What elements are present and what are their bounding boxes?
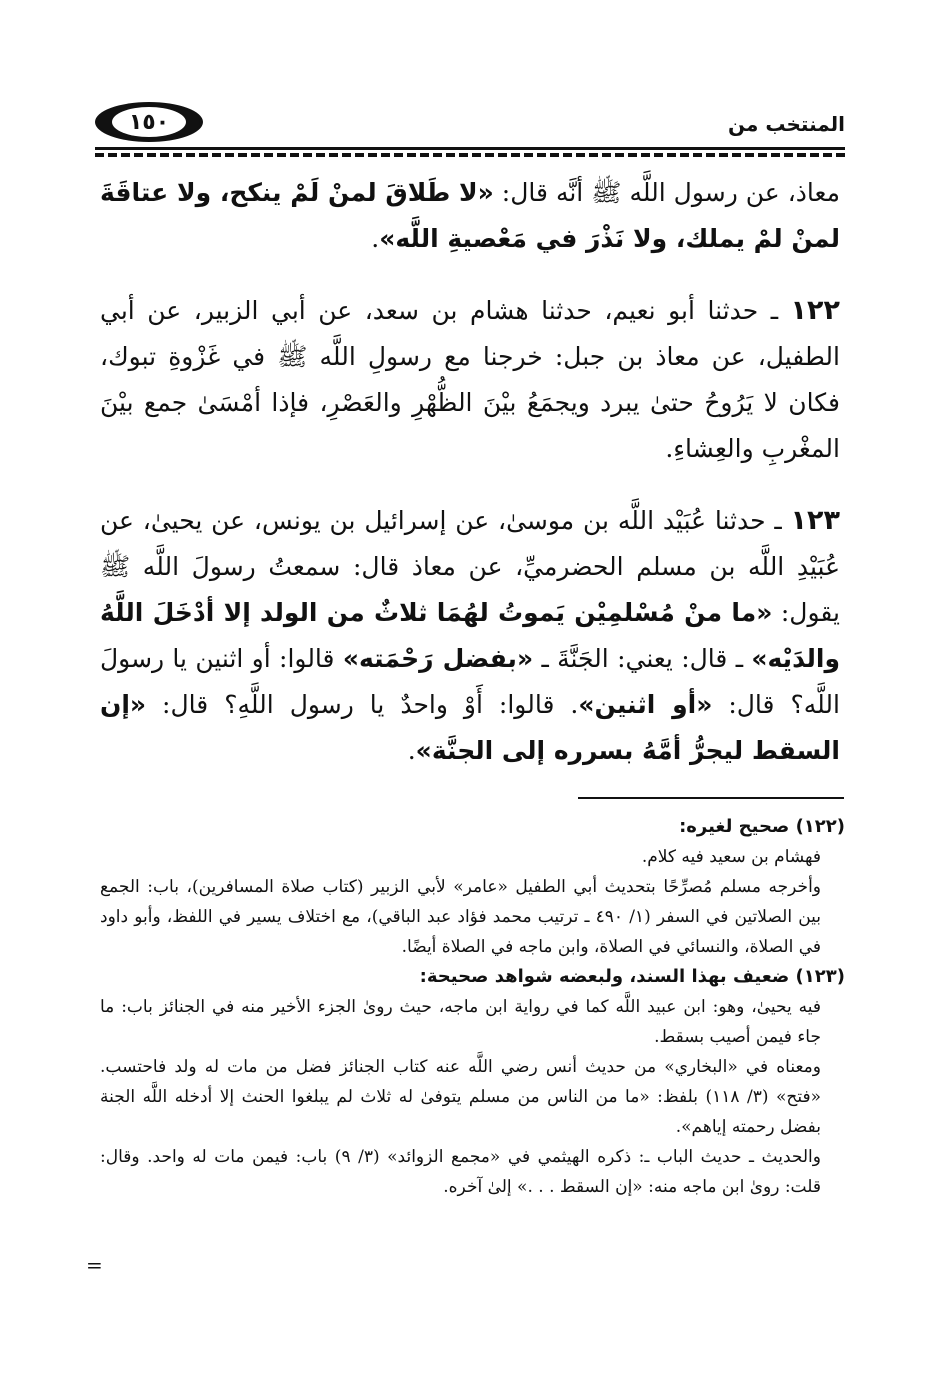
main-text [100,170,840,774]
hadith-122: ١٢٢ ـ حدثنا أبو نعيم، حدثنا هشام بن سعد، عن أبي الزبير، عن أبي الطفيل، عن معاذ بن جبل: خرجنا مع رسولِ اللَّه ﷺ في غَزْوةِ تبوك، فكان لا يَرُوحُ حتىٰ يبرد ويجمَعُ بيْنَ الظُّهْرِ والعَصْرِ، فإذا أمْسَىٰ جمع بيْنَ المغْربِ والعِشاءِ. [100,295,840,463]
footnote-heading-122: (١٢٢) صحيح لغيره: [679,816,845,837]
hadith-quote: «لا طَلاقَ لمنْ لَمْ ينكح، ولا عتاقَةَ لمنْ لمْ يملك، ولا نَذْرَ في مَعْصيةِ اللَّه» [100,178,840,253]
footnote-text: فهشام بن سعيد فيه كلام. [641,847,821,867]
margin-mark: = [86,1253,103,1277]
footnote-rule [578,797,844,799]
hadith-quote: «ما منْ مُسْلمِيْن يَموتُ لهُمَا ثلاثٌ من الولد إلا أدْخَلَ اللَّهُ والدَيْه» [100,598,841,673]
footnote-text: فيه يحيىٰ، وهو: ابن عبيد اللَّه كما في رواية ابن ماجه، حيث روىٰ الجزء الأخير منه في الجنائز باب: ما جاء فيمن أصيب بسقط. [100,997,821,1047]
header-rule [95,147,845,150]
footnote-text: والحديث ـ حديث الباب ـ: ذكره الهيثمي في «مجمع الزوائد» (٣/ ٩) باب: فيمن مات له واحد. وقال: قلت: روىٰ ابن ماجه منه: «إن السقط . . .» إلىٰ آخره. [100,1147,821,1197]
hadith-quote: «أو اثنين» [578,690,713,719]
header-dashed-rule [95,153,845,157]
page-number-badge [95,102,203,142]
page-number: ١٥٠ [112,107,186,137]
footnote-text: ومعناه في «البخاري» من حديث أنس رضي اللَّه عنه كتاب الجنائز فضل من مات له ولد فاحتسب. «فتح» (٣/ ١١٨) بلفظ: «ما من الناس من مسلم يتوفىٰ له ثلاث لم يبلغوا الحنث إلا أدخله اللَّه الجنة بفضل رحمته إياهم». [100,1057,821,1137]
running-title: المنتخب من [727,112,845,136]
hadith-number: ١٢٢ [790,295,840,326]
footnote-heading-123: (١٢٣) ضعيف بهذا السند، ولبعضه شواهد صحيحة: [419,966,845,987]
hadith-quote: «إن السقط ليجرُّ أمَّهُ بسرره إلى الجنَّة» [100,690,840,765]
footnotes [100,812,845,1202]
hadith-123: ١٢٣ ـ حدثنا عُبَيْد اللَّه بن موسىٰ، عن إسرائيل بن يونس، عن يحيىٰ، عن عُبَيْدِ اللَّه بن مسلم الحضرميِّ، عن معاذ قال: سمعتُ رسولَ اللَّه ﷺ يقول: «ما منْ مُسْلمِيْن يَموتُ لهُمَا ثلاثٌ من الولد إلا أدْخَلَ اللَّهُ والدَيْه» ـ قال: يعني: الجَنَّةَ ـ «بفضل رَحْمَته» قالوا: أو اثنين يا رسولَ اللَّه؟ قال: «أو اثنين». قالوا: أَوْ واحدٌ يا رسول اللَّهِ؟ قال: «إن السقط ليجرُّ أمَّهُ بسرره إلى الجنَّة». [100,505,841,765]
hadith-quote: «بفضل رَحْمَته» [342,644,534,673]
paragraph-continuation: معاذ، عن رسول اللَّه ﷺ أنَّه قال: «لا طَلاقَ لمنْ لَمْ ينكح، ولا عتاقَةَ لمنْ لمْ يملك، ولا نَذْرَ في مَعْصيةِ اللَّه». [100,178,840,253]
hadith-number: ١٢٣ [790,505,840,536]
footnote-text: وأخرجه مسلم مُصرِّحًا بتحديث أبي الطفيل «عامر» لأبي الزبير (كتاب صلاة المسافرين)، باب: الجمع بين الصلاتين في السفر (١/ ٤٩٠ ـ ترتيب محمد فؤاد عبد الباقي)، مع اختلاف يسير في اللفظ، وأبو داود في الصلاة، والنسائي في الصلاة، وابن ماجه في الصلاة أيضًا. [100,877,822,957]
page-header [95,100,845,142]
